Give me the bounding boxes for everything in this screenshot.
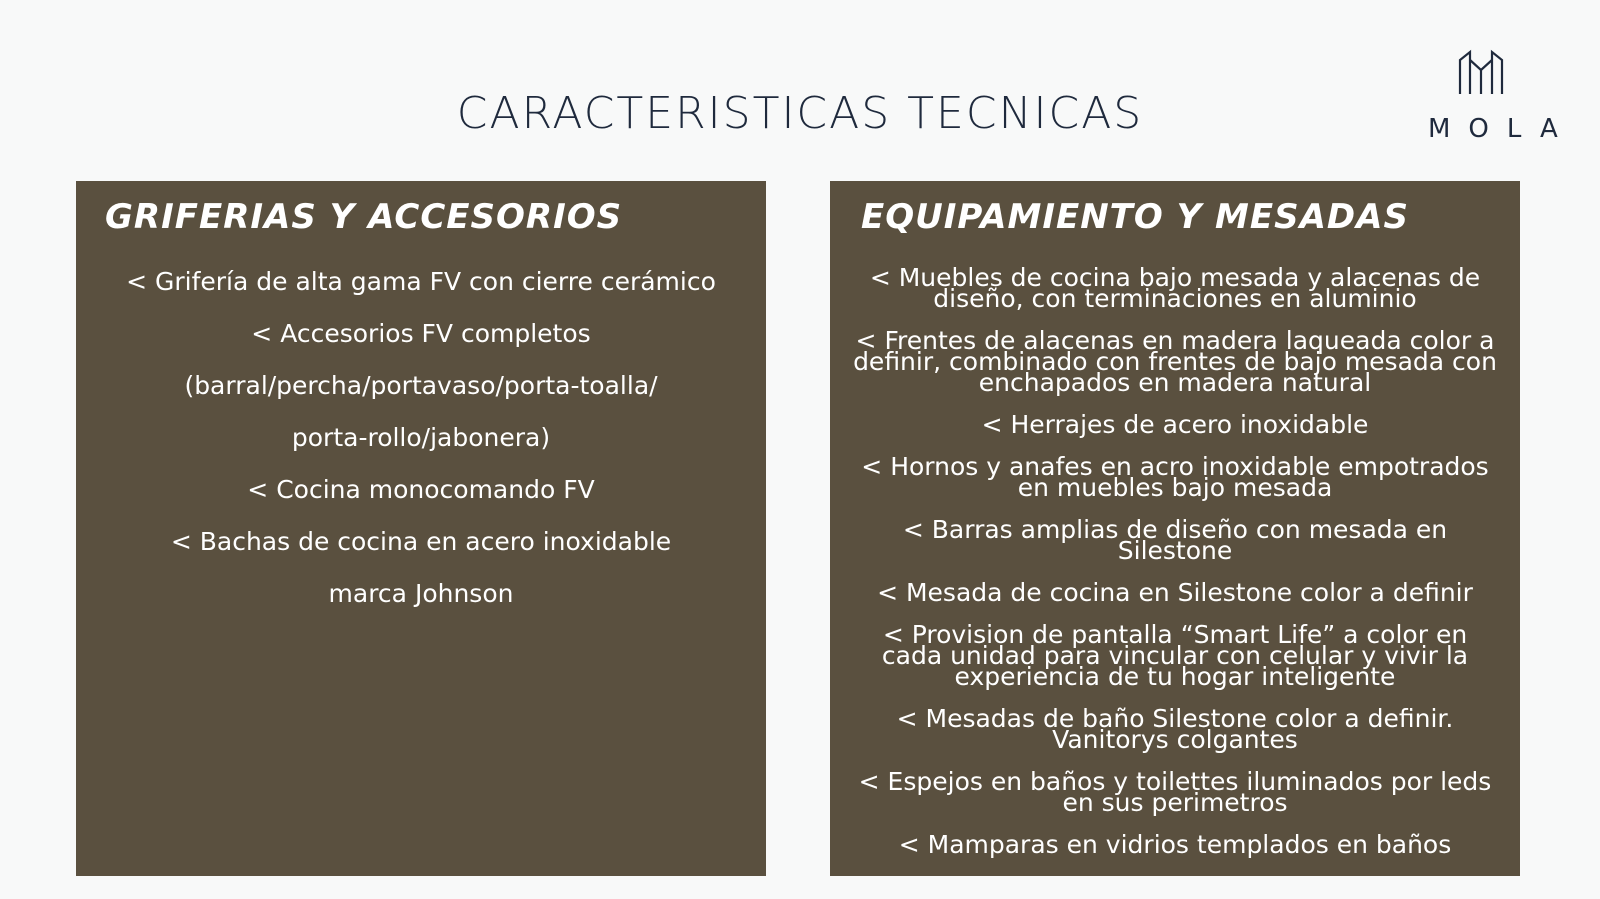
list-item: < Grifería de alta gama FV con cierre cerámico: [126, 267, 716, 296]
list-item: < Mesada de cocina en Silestone color a definir: [877, 578, 1473, 607]
list-item: < Provision de pantalla “Smart Life” a color en cada unidad para vincular con celular y vivir la experiencia de tu hogar inteligente: [881, 620, 1469, 691]
list-item: < Muebles de cocina bajo mesada y alacenas de diseño, con terminaciones en aluminio: [869, 263, 1481, 313]
equipamiento-heading: EQUIPAMIENTO Y MESADAS: [861, 197, 1409, 237]
list-item: < Cocina monocomando FV: [247, 475, 595, 504]
list-item: < Herrajes de acero inoxidable: [981, 410, 1369, 439]
list-item: marca Johnson: [328, 579, 514, 608]
list-item: porta-rollo/jabonera): [291, 423, 551, 452]
mola-building-icon: [1458, 48, 1504, 96]
list-item: < Bachas de cocina en acero inoxidable: [170, 527, 672, 556]
equipamiento-list: [830, 263, 1520, 876]
mola-logo: [1410, 48, 1576, 148]
list-item: < Barras amplias de diseño con mesada en Silestone: [902, 515, 1448, 565]
page-title: CARACTERISTICAS TECNICAS: [456, 88, 1144, 139]
list-item: < Hornos y anafes en acro inoxidable empotrados en muebles bajo mesada: [861, 452, 1489, 502]
list-item: < Espejos en baños y toilettes iluminados por leds en sus perimetros: [858, 767, 1492, 817]
list-item: < Frentes de alacenas en madera laqueada color a definir, combinado con frentes de bajo mesada con enchapados en madera natural: [853, 326, 1497, 397]
griferias-heading: GRIFERIAS Y ACCESORIOS: [105, 197, 623, 237]
equipamiento-panel: [830, 181, 1520, 876]
list-item: < Mamparas en vidrios templados en baños: [898, 830, 1452, 859]
griferias-list: [76, 256, 766, 620]
list-item: (barral/percha/portavaso/porta-toalla/: [184, 371, 658, 400]
griferias-panel: [76, 181, 766, 876]
logo-wordmark: MOLA: [1428, 114, 1576, 144]
list-item: < Accesorios FV completos: [251, 319, 591, 348]
list-item: < Mesadas de baño Silestone color a definir. Vanitorys colgantes: [896, 704, 1454, 754]
